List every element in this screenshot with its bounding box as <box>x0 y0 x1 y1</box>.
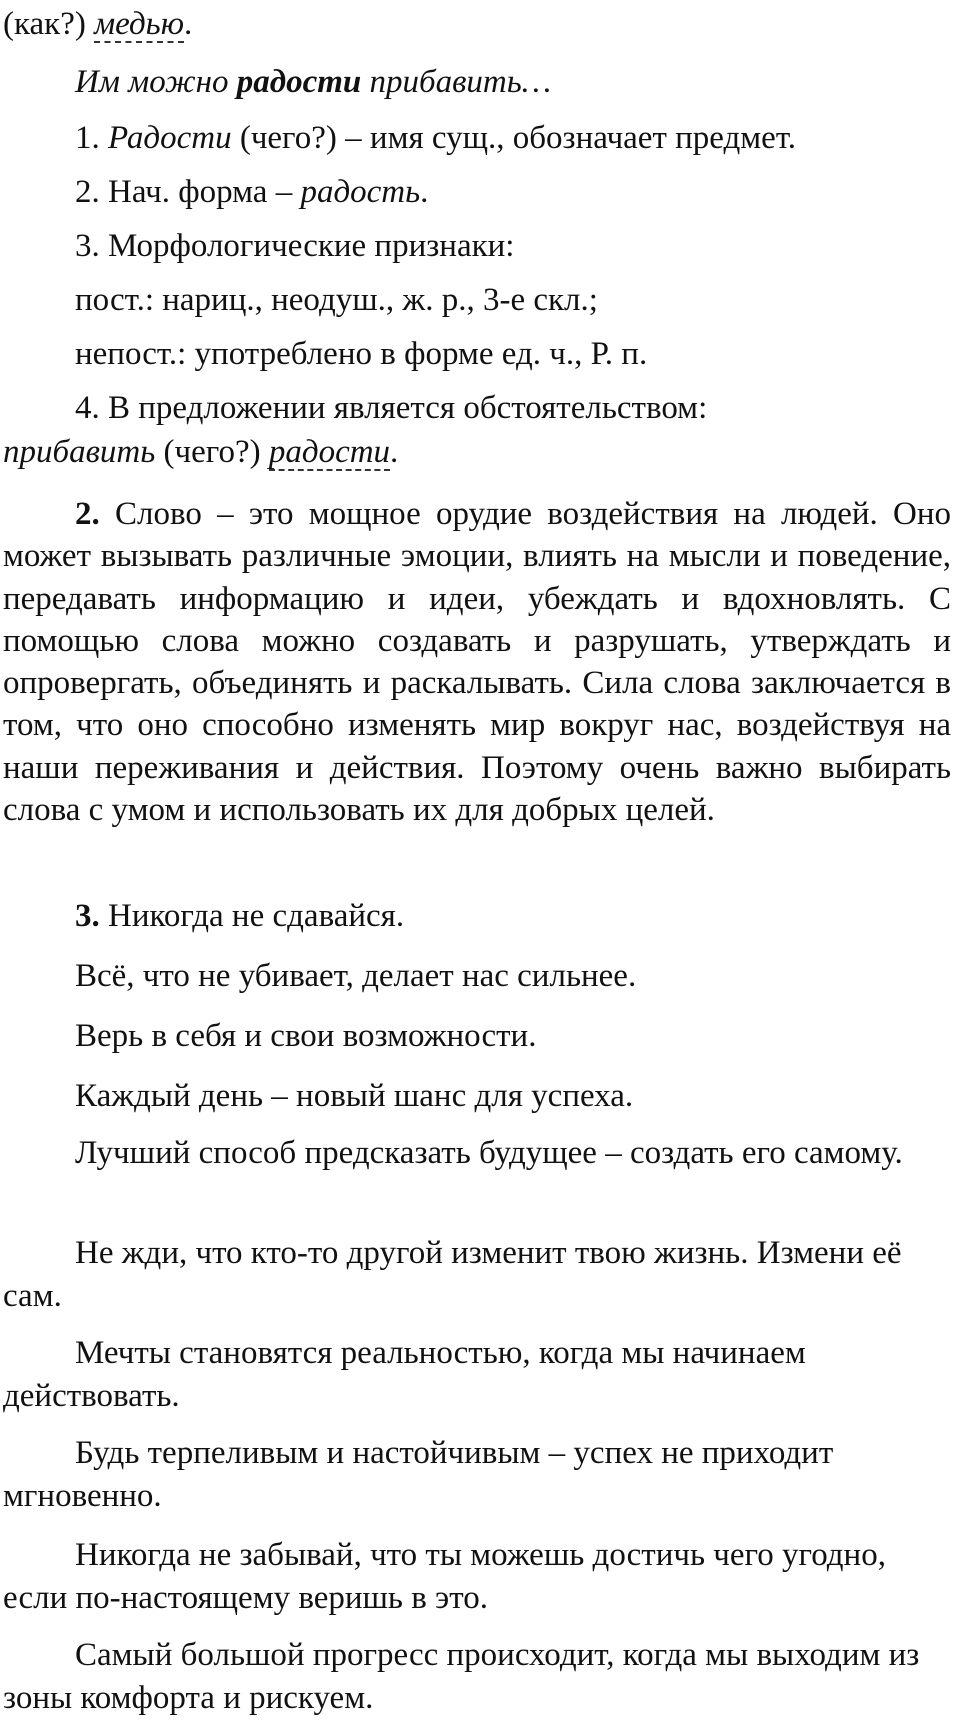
sentence-heading <box>75 62 551 102</box>
item-word: Радости <box>108 120 232 156</box>
period: . <box>420 174 429 210</box>
paragraph-2 <box>3 493 951 831</box>
question-text: (чего?) <box>155 434 269 470</box>
paragraph-text: Слово – это мощное орудие воздействия на людей. Оно может вызывать различные эмоции, влиять на мысли и поведение, передавать информацию и идеи, убеждать и вдохновлять. С помощью слова можно создавать и разрушать, утверждать и опровергать, объединять и раскалывать. Сила слова заключается в том, что оно способно изменять мир вокруг нас, воздействуя на наши переживания и действия. Поэтому очень важно выбирать слова с умом и использовать их для добрых целей. <box>3 496 951 829</box>
motto-paragraph: Лучший способ предсказать будущее – создать его самому. <box>75 1135 903 1171</box>
motto-paragraph: Будь терпеливым и настойчивым – успех не приходит мгновенно. <box>3 1435 834 1514</box>
underlined-word: радости <box>268 434 391 470</box>
motto-paragraph: Никогда не забывай, что ты можешь достичь чего угодно, если по-настоящему веришь в это. <box>3 1537 886 1616</box>
paragraph-number: 2. <box>75 496 100 532</box>
motto-paragraph: Не жди, что кто-то другой изменит твою жизнь. Измени её сам. <box>3 1235 902 1314</box>
motto-paragraph: Мечты становятся реальностью, когда мы начинаем действовать. <box>3 1335 806 1414</box>
underlined-word: медью <box>94 6 184 42</box>
item-text: (чего?) – имя сущ., обозначает предмет. <box>231 120 797 156</box>
motto-line: Всё, что не убивает, делает нас сильнее. <box>75 958 637 994</box>
analysis-item-4: 4. В предложении является обстоятельством: <box>75 390 708 426</box>
motto-paragraph: Самый большой прогресс происходит, когда мы выходим из зоны комфорта и рискуем. <box>3 1637 920 1716</box>
heading-bold-word: радости <box>236 64 362 100</box>
item-word: радость <box>300 174 421 210</box>
variable-features: непост.: употреблено в форме ед. ч., Р. п. <box>75 336 648 372</box>
period: . <box>183 6 193 42</box>
period: . <box>390 434 399 470</box>
item-text: 2. Нач. форма – <box>75 174 301 210</box>
analysis-item-1 <box>75 118 796 158</box>
analysis-item-2 <box>75 172 428 212</box>
motto-line: Верь в себя и свои возможности. <box>75 1018 537 1054</box>
analysis-item-3: 3. Морфологические признаки: <box>75 228 515 264</box>
heading-part-1: Им можно <box>75 64 237 100</box>
item-number: 1. <box>75 120 108 156</box>
analysis-item-4-continued <box>3 432 398 472</box>
paragraph-3-first-line <box>75 896 404 936</box>
question-text: (как?) <box>3 6 95 42</box>
constant-features: пост.: нариц., неодуш., ж. р., 3-е скл.; <box>75 282 598 318</box>
line-kak-medyu <box>3 4 192 44</box>
motto-line: Каждый день – новый шанс для успеха. <box>75 1078 634 1114</box>
motto-text: Никогда не сдавайся. <box>99 898 405 934</box>
heading-part-3: прибавить… <box>361 64 552 100</box>
paragraph-number: 3. <box>75 898 100 934</box>
verb-word: прибавить <box>3 434 156 470</box>
